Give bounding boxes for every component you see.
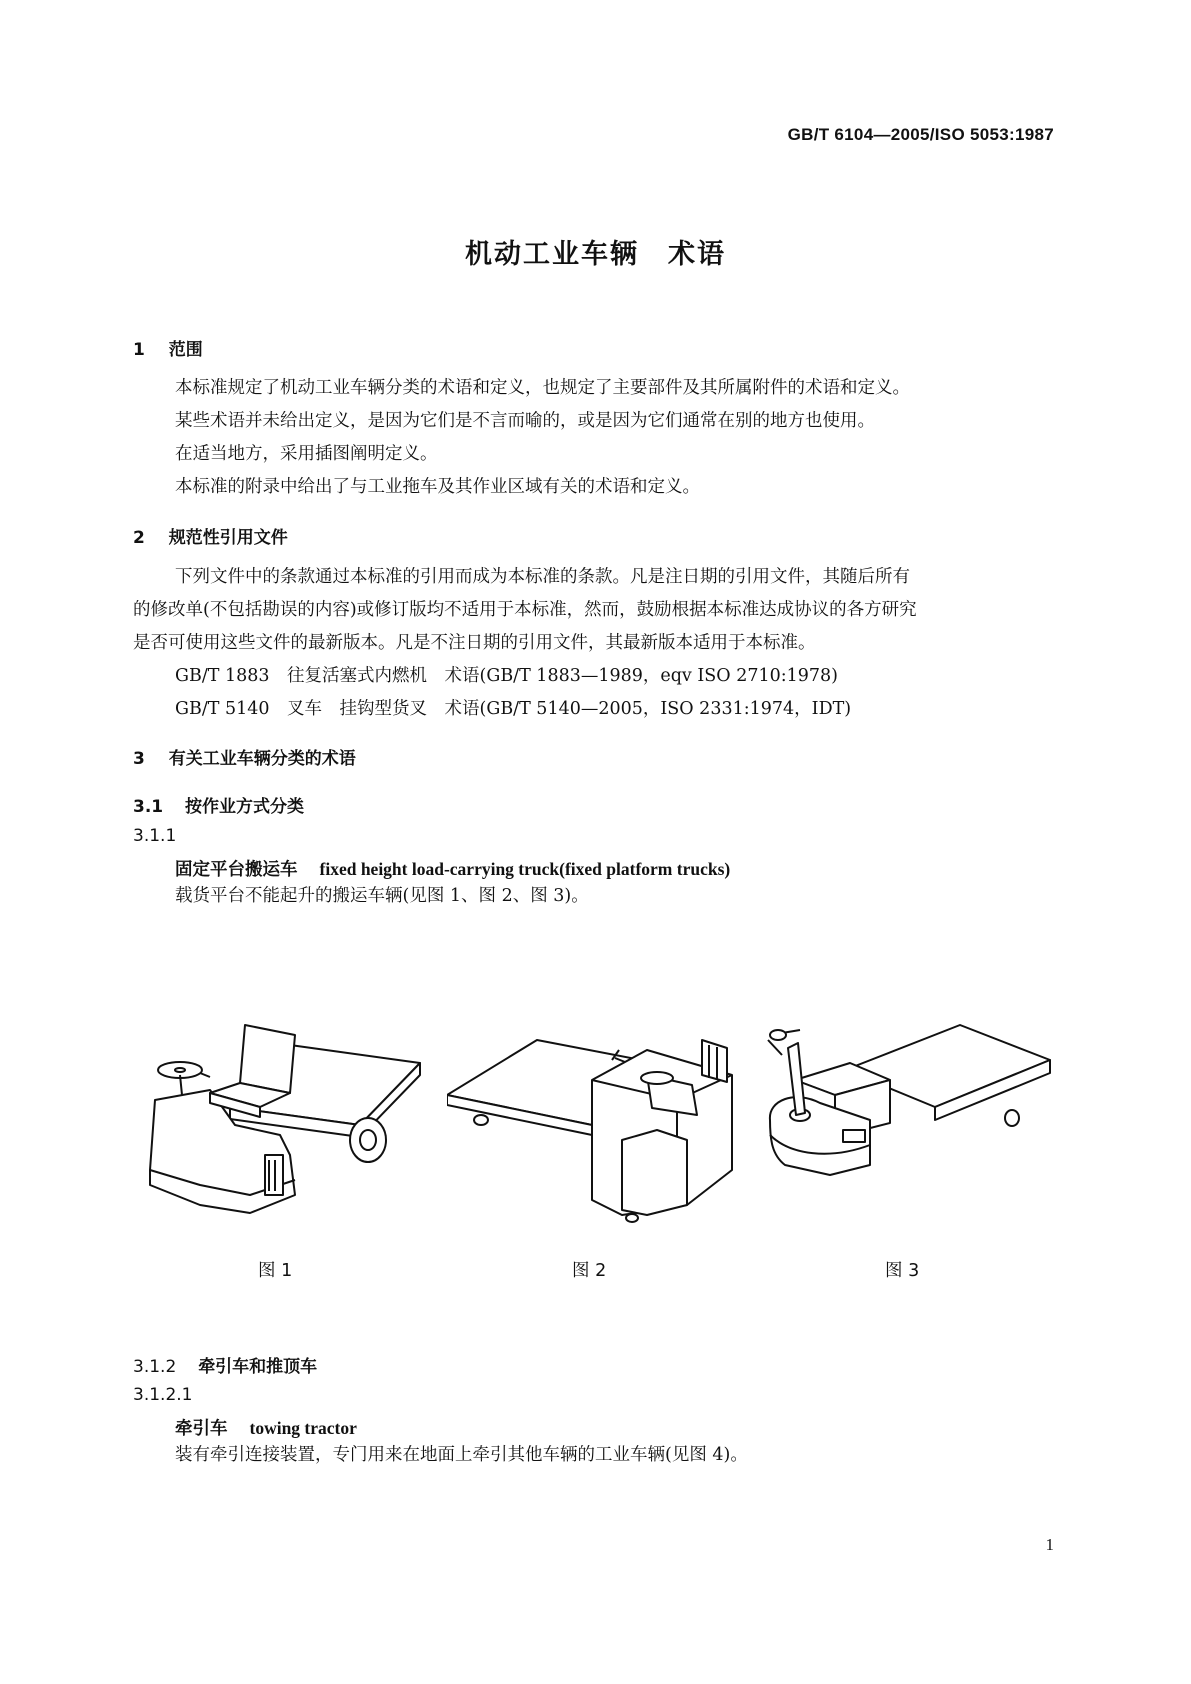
reference-item: GB/T 1883 往复活塞式内燃机 术语(GB/T 1883—1989，eqv ISO 2710:1978) — [175, 666, 838, 686]
standard-code-header: GB/T 6104—2005/ISO 5053:1987 — [787, 125, 1054, 144]
section-1-body — [175, 372, 1055, 504]
section-title: 有关工业车辆分类的术语 — [168, 749, 356, 769]
paragraph: 某些术语并未给出定义，是因为它们是不言而喻的，或是因为它们通常在别的地方也使用。 — [175, 411, 875, 431]
term-3-1-2-1 — [175, 1415, 357, 1440]
text-line: 是否可使用这些文件的最新版本。凡是不注日期的引用文件，其最新版本适用于本标准。 — [133, 633, 816, 653]
section-2-heading — [133, 523, 288, 548]
page-number: 1 — [1045, 1535, 1054, 1554]
section-3-heading — [133, 744, 356, 769]
section-2-intro — [133, 561, 1055, 726]
seated-platform-truck-illustration — [140, 1015, 430, 1235]
paragraph: 本标准规定了机动工业车辆分类的术语和定义，也规定了主要部件及其所属附件的术语和定义。 — [175, 378, 910, 398]
text-line: 的修改单(不包括勘误的内容)或修订版均不适用于本标准，然而，鼓励根据本标准达成协议的各方研究 — [133, 600, 917, 620]
section-number: 3 — [133, 749, 145, 769]
section-title: 范围 — [168, 340, 203, 360]
subsection-3-1-2-heading — [133, 1352, 317, 1377]
term-3-1-1 — [175, 856, 730, 881]
section-number: 1 — [133, 340, 145, 360]
term-english: fixed height load-carrying truck(fixed platform trucks) — [319, 859, 731, 879]
text-line: 下列文件中的条款通过本标准的引用而成为本标准的条款。凡是注日期的引用文件，其随后所有 — [175, 567, 910, 587]
definition-3-1-2-1: 装有牵引连接装置，专门用来在地面上牵引其他车辆的工业车辆(见图 4)。 — [175, 1445, 748, 1465]
term-chinese: 固定平台搬运车 — [175, 860, 298, 880]
pedestrian-platform-truck-illustration — [760, 1015, 1060, 1240]
definition-3-1-1: 载货平台不能起升的搬运车辆(见图 1、图 2、图 3)。 — [175, 886, 589, 906]
item-3-1-2-1-number: 3.1.2.1 — [133, 1385, 193, 1405]
standing-platform-truck-illustration — [447, 1020, 747, 1240]
figure-3-caption: 图 3 — [885, 1261, 920, 1281]
document-title: 机动工业车辆 术语 — [465, 239, 726, 270]
paragraph: 在适当地方，采用插图阐明定义。 — [175, 444, 438, 464]
section-1-heading — [133, 335, 203, 360]
term-chinese: 牵引车 — [175, 1419, 228, 1439]
section-number: 2 — [133, 528, 145, 548]
section-title: 牵引车和推顶车 — [198, 1357, 318, 1377]
section-title: 按作业方式分类 — [185, 797, 305, 817]
term-english: towing tractor — [249, 1418, 357, 1438]
figure-1-caption: 图 1 — [258, 1261, 293, 1281]
section-title: 规范性引用文件 — [168, 528, 288, 548]
section-number: 3.1 — [133, 797, 164, 817]
reference-item: GB/T 5140 叉车 挂钩型货叉 术语(GB/T 5140—2005，ISO 2331:1974，IDT) — [175, 699, 852, 719]
paragraph: 本标准的附录中给出了与工业拖车及其作业区域有关的术语和定义。 — [175, 477, 700, 497]
item-3-1-1-number: 3.1.1 — [133, 826, 177, 846]
subsection-3-1-heading — [133, 792, 304, 817]
figure-2-caption: 图 2 — [572, 1261, 607, 1281]
section-number: 3.1.2 — [133, 1357, 177, 1377]
